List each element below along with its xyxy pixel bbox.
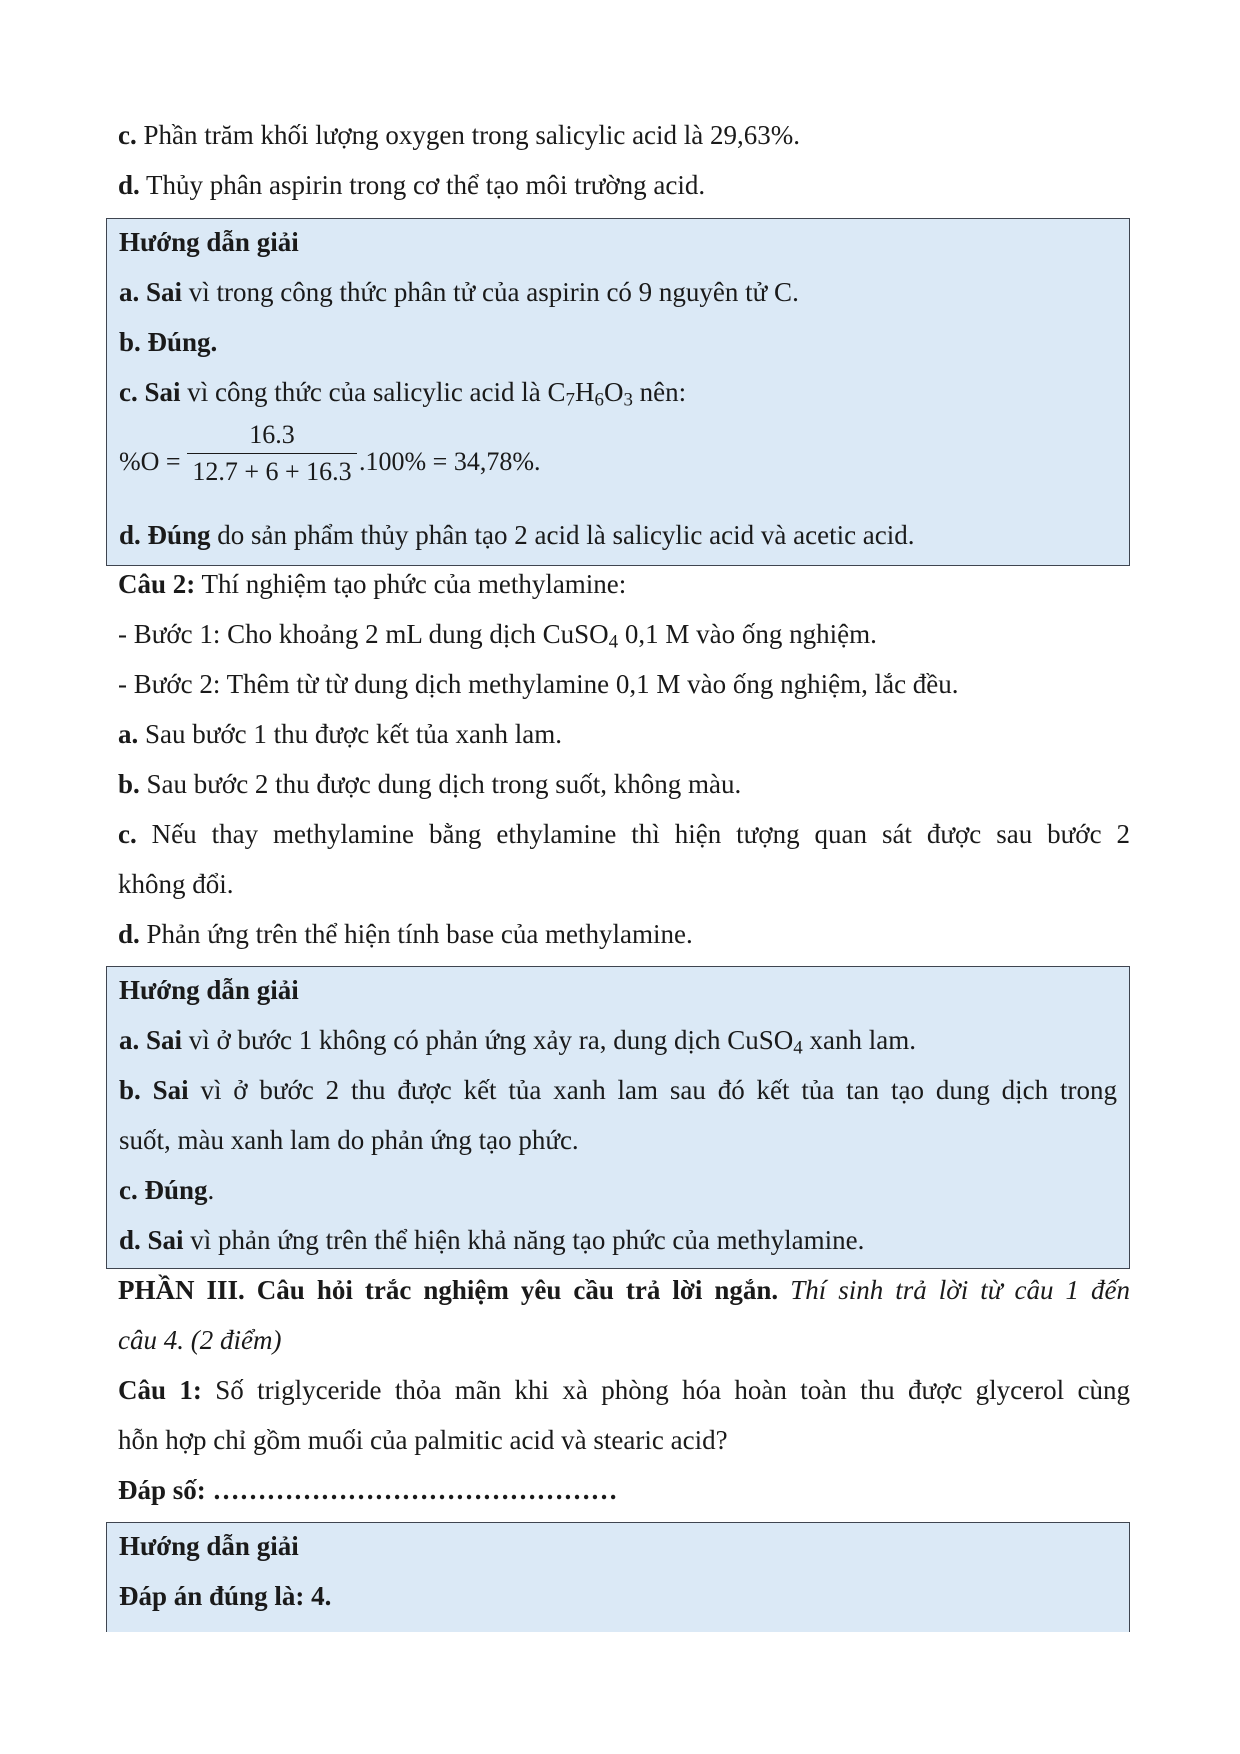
q1-option-d: d. Thủy phân aspirin trong cơ thể tạo môi trường acid.: [118, 170, 706, 200]
part-3-heading: PHẦN III. Câu hỏi trắc nghiệm yêu cầu trả lời ngắn. Thí sinh trả lời từ câu 1 đến: [118, 1275, 1130, 1305]
formula-numerator: 16.3: [249, 420, 295, 449]
answer-line: Đáp số: ………………………………………: [118, 1475, 618, 1505]
solution-box-q3: [106, 1522, 1130, 1632]
q2-step-1: - Bước 1: Cho khoảng 2 mL dung dịch CuSO$_4$ 0,1 M vào ống nghiệm.: [118, 619, 877, 653]
solution-b-cont: suốt, màu xanh lam do phản ứng tạo phức.: [119, 1125, 579, 1155]
solution-a: a. Sai vì ở bước 1 không có phản ứng xảy ra, dung dịch CuSO$_4$ xanh lam.: [119, 1025, 916, 1059]
solution-box-q1: [106, 218, 1130, 566]
formula-rhs: .100% = 34,78%.: [359, 447, 541, 476]
formula-denominator: 12.7 + 6 + 16.3: [192, 457, 352, 486]
part-3-heading-cont: câu 4. (2 điểm): [118, 1325, 282, 1355]
solution-title: Hướng dẫn giải: [119, 1531, 299, 1561]
formula-lhs: %O =: [119, 447, 181, 476]
q2-step-2: - Bước 2: Thêm từ từ dung dịch methylamine 0,1 M vào ống nghiệm, lắc đều.: [118, 669, 959, 699]
solution-box-q2: [106, 966, 1130, 1269]
q1-option-c: c. Phần trăm khối lượng oxygen trong salicylic acid là 29,63%.: [118, 120, 801, 150]
answer-blank: ………………………………………: [212, 1475, 618, 1505]
solution-b: b. Sai vì ở bước 2 thu được kết tủa xanh lam sau đó kết tủa tan tạo dung dịch trong: [119, 1075, 1117, 1105]
solution-b: b. Đúng.: [119, 327, 218, 357]
q2-stem: Câu 2: Thí nghiệm tạo phức của methylamine:: [118, 569, 627, 599]
formula-fraction: [187, 419, 357, 488]
q2-option-d: d. Phản ứng trên thể hiện tính base của methylamine.: [118, 919, 693, 949]
q3-stem-cont: hỗn hợp chỉ gồm muối của palmitic acid và stearic acid?: [118, 1425, 728, 1455]
q2-option-a: a. Sau bước 1 thu được kết tủa xanh lam.: [118, 719, 562, 749]
solution-c: c. Sai vì công thức của salicylic acid là $C_7H_6O_3$ nên:: [119, 377, 687, 411]
solution-d: d. Sai vì phản ứng trên thể hiện khả năng tạo phức của methylamine.: [119, 1225, 865, 1255]
oxygen-percent-formula: [119, 419, 719, 509]
solution-answer: Đáp án đúng là: 4.: [119, 1581, 332, 1611]
solution-a: a. Sai vì trong công thức phân tử của aspirin có 9 nguyên tử C.: [119, 277, 799, 307]
solution-d: d. Đúng do sản phẩm thủy phân tạo 2 acid là salicylic acid và acetic acid.: [119, 520, 915, 550]
solution-title: Hướng dẫn giải: [119, 227, 299, 257]
q3-stem: Câu 1: Số triglyceride thỏa mãn khi xà phòng hóa hoàn toàn thu được glycerol cùng: [118, 1375, 1130, 1405]
fraction-bar: [187, 453, 357, 454]
q2-option-b: b. Sau bước 2 thu được dung dịch trong suốt, không màu.: [118, 769, 742, 799]
solution-c: c. Đúng.: [119, 1175, 215, 1205]
solution-title: Hướng dẫn giải: [119, 975, 299, 1005]
q2-option-c: c. Nếu thay methylamine bằng ethylamine thì hiện tượng quan sát được sau bước 2: [118, 819, 1130, 849]
q2-option-c-cont: không đổi.: [118, 869, 234, 899]
